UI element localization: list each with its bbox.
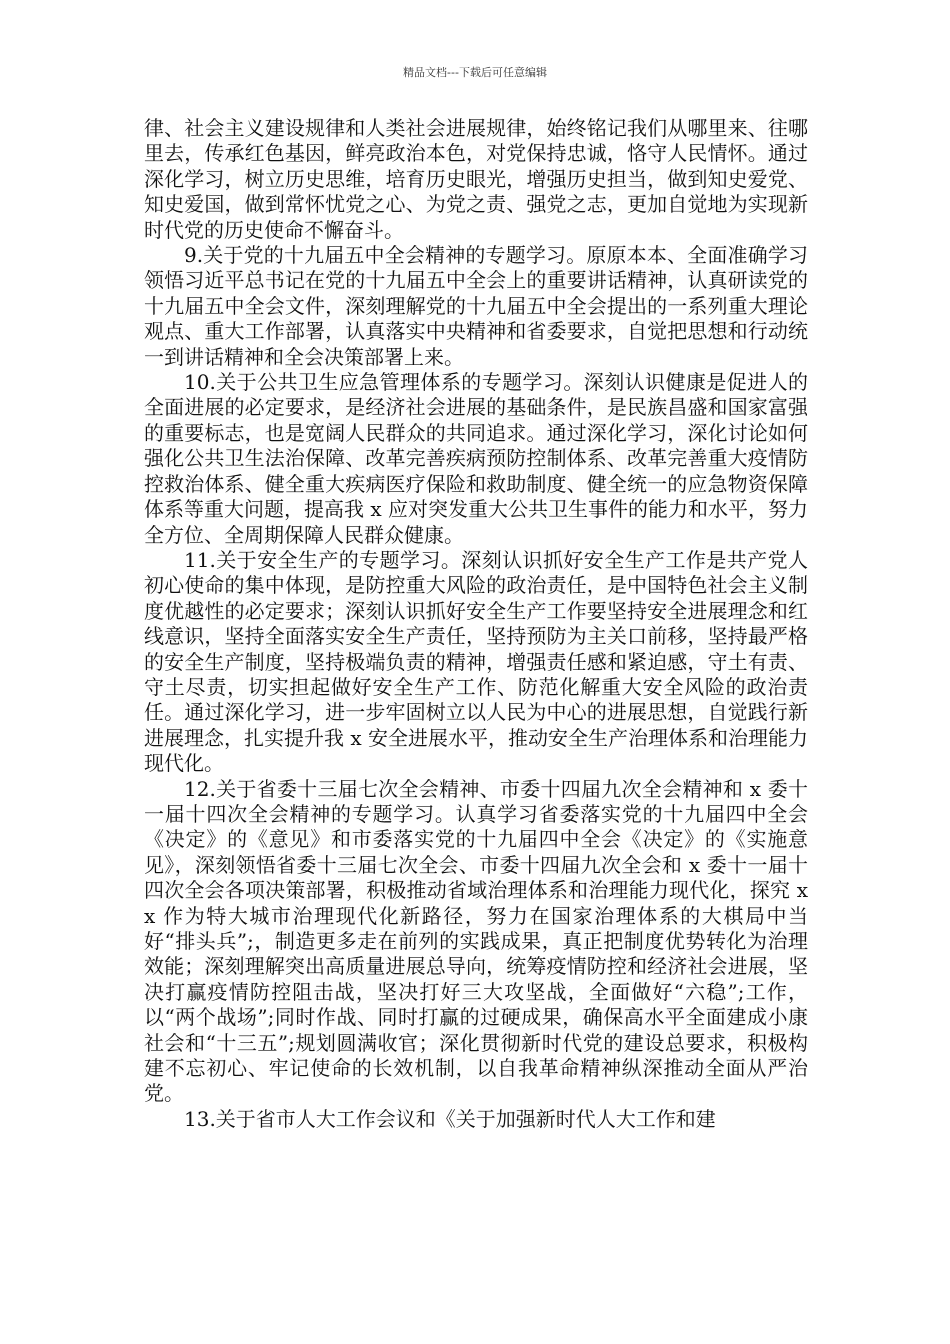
paragraph: 律、社会主义建设规律和人类社会进展规律，始终铭记我们从哪里来、往哪里去，传承红色基因，鲜亮政治本色，对党保持忠诚，恪守人民情怀。通过深化学习，树立历史思维，培育历史眼光，增强历史担当，做到知史爱党、知史爱国，做到常怀忧党之心、为党之责、强党之志，更加自觉地为实现新时代党的历史使命不懈奋斗。 — [144, 116, 808, 242]
document-body — [144, 116, 808, 1132]
paragraph: 9.关于党的十九届五中全会精神的专题学习。原原本本、全面准确学习领悟习近平总书记在党的十九届五中全会上的重要讲话精神，认真研读党的十九届五中全会文件，深刻理解党的十九届五中全会提出的一系列重大理论观点、重大工作部署，认真落实中央精神和省委要求，自觉把思想和行动统一到讲话精神和全会决策部署上来。 — [144, 243, 808, 369]
paragraph: 13.关于省市人大工作会议和《关于加强新时代人大工作和建 — [184, 1106, 716, 1131]
paragraph: 12.关于省委十三届七次全会精神、市委十四届九次全会精神和 x 委十一届十四次全会精神的专题学习。认真学习省委落实党的十九届四中全会《决定》的《意见》和市委落实党的十九届四中全会《决定》的《实施意见》，深刻领悟省委十三届七次全会、市委十四届九次全会和 x 委十一届十四次全会各项决策部署，积极推动省域治理体系和治理能力现代化，探究 xx 作为特大城市治理现代化新路径，努力在国家治理体系的大棋局中当好“排头兵”;，制造更多走在前列的实践成果，真正把制度优势转化为治理效能；深刻理解突出高质量进展总导向，统筹疫情防控和经济社会进展，坚决打赢疫情防控阻击战，坚决打好三大攻坚战，全面做好“六稳”;工作，以“两个战场”;同时作战、同时打赢的过硬成果，确保高水平全面建成小康社会和“十三五”;规划圆满收官；深化贯彻新时代党的建设总要求，积极构建不忘初心、牢记使命的长效机制，以自我革命精神纵深推动全面从严治党。 — [144, 776, 808, 1106]
paragraph: 10.关于公共卫生应急管理体系的专题学习。深刻认识健康是促进人的全面进展的必定要求，是经济社会进展的基础条件，是民族昌盛和国家富强的重要标志，也是宽阔人民群众的共同追求。通过深化学习，深化讨论如何强化公共卫生法治保障、改革完善疾病预防控制体系、改革完善重大疫情防控救治体系、健全重大疾病医疗保险和救助制度、健全统一的应急物资保障体系等重大问题，提高我 x 应对突发重大公共卫生事件的能力和水平，努力全方位、全周期保障人民群众健康。 — [144, 370, 808, 547]
page-header: 精品文档---下载后可任意编辑 — [403, 66, 547, 79]
paragraph: 11.关于安全生产的专题学习。深刻认识抓好安全生产工作是共产党人初心使命的集中体现，是防控重大风险的政治责任，是中国特色社会主义制度优越性的必定要求；深刻认识抓好安全生产工作要坚持安全进展理念和红线意识，坚持全面落实安全生产责任，坚持预防为主关口前移，坚持最严格的安全生产制度，坚持极端负责的精神，增强责任感和紧迫感，守土有责、守土尽责，切实担起做好安全生产工作、防范化解重大安全风险的政治责任。通过深化学习，进一步牢固树立以人民为中心的进展思想，自觉践行新进展理念，扎实提升我 x 安全进展水平，推动安全生产治理体系和治理能力现代化。 — [144, 547, 808, 776]
